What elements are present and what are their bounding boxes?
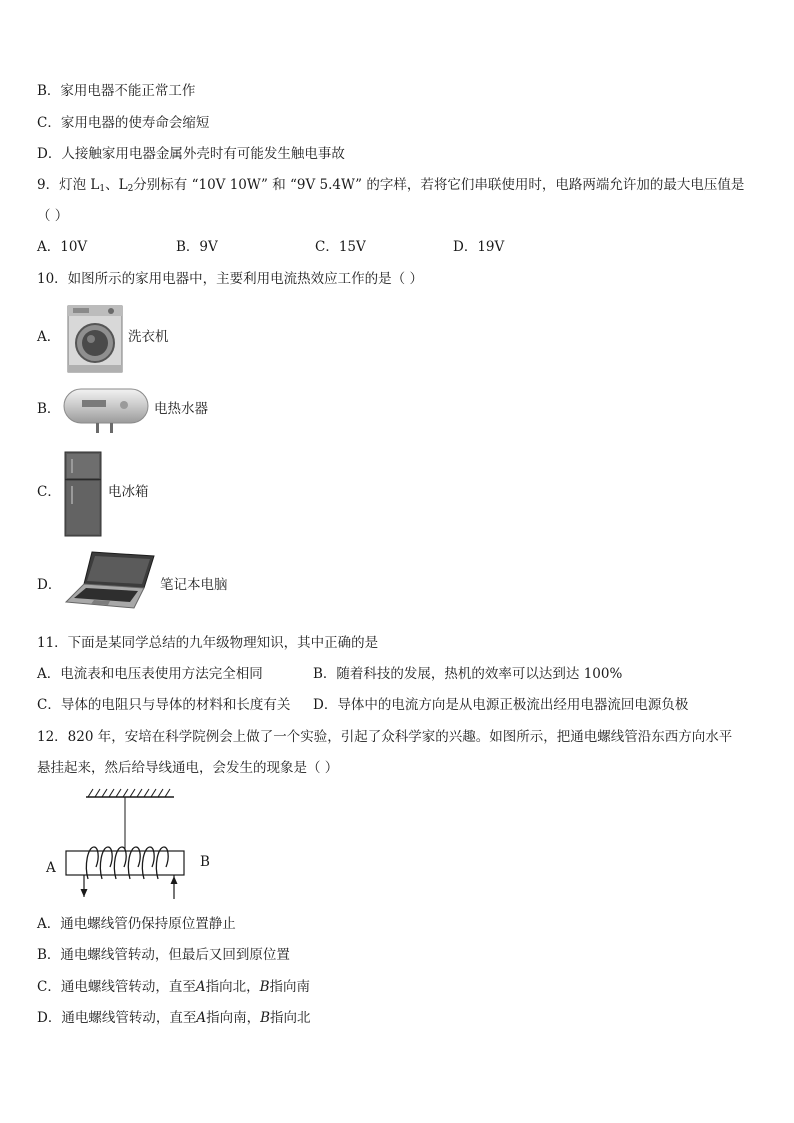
q10-option-b-label: 电热水器 <box>154 401 208 417</box>
q9-option-d: D．19V <box>453 239 505 255</box>
q12-stem-line1: 12．820 年，安培在科学院例会上做了一个实验，引起了众科学家的兴趣。如图所示，把通电螺线管沿东西方向水平 <box>37 729 733 745</box>
q11-option-b: B．随着科技的发展，热机的效率可以达到达 100% <box>313 666 623 682</box>
q9-option-c: C．15V <box>315 239 366 255</box>
q11-stem: 11．下面是某同学总结的九年级物理知识，其中正确的是 <box>37 635 379 651</box>
refrigerator-icon <box>63 451 103 537</box>
laptop-icon <box>64 550 156 610</box>
q10-option-c-label: 电冰箱 <box>108 484 149 500</box>
q12-option-b: B．通电螺线管转动，但最后又回到原位置 <box>37 947 290 963</box>
q12-figure-label-b: B <box>200 854 210 870</box>
solenoid-diagram <box>44 785 224 905</box>
q12-option-c: C．通电螺线管转动，直至A指向北，B指向南 <box>37 979 311 995</box>
q11-option-a: A．电流表和电压表使用方法完全相同 <box>37 666 263 682</box>
q11-option-d: D．导体中的电流方向是从电源正极流出经用电器流回电源负极 <box>313 697 689 713</box>
q9-answer-paren: （ ） <box>37 208 69 224</box>
q10-stem: 10．如图所示的家用电器中，主要利用电流热效应工作的是（ ） <box>37 271 423 287</box>
washing-machine-icon <box>67 305 123 373</box>
q9-option-a: A．10V <box>37 239 88 255</box>
q10-option-d-label: 笔记本电脑 <box>160 577 228 593</box>
q8-option-b: B．家用电器不能正常工作 <box>37 83 196 99</box>
q10-option-d-letter: D． <box>37 577 62 593</box>
q12-option-d: D．通电螺线管转动，直至A指向南，B指向北 <box>37 1010 311 1026</box>
q12-figure-label-a: A <box>46 860 56 876</box>
q12-stem-line2: 悬挂起来，然后给导线通电，会发生的现象是（ ） <box>37 760 339 776</box>
q9-stem: 9．灯泡 $L_1$、$L_2$分别标有 “10V 10W” 和 “9V 5.4W” 的字样，若将它们串联使用时，电路两端允许加的最大电压值是 <box>37 177 745 194</box>
water-heater-icon <box>62 385 150 435</box>
q8-option-c: C．家用电器的使寿命会缩短 <box>37 115 210 131</box>
q10-option-a-letter: A． <box>37 329 61 345</box>
q10-option-c-letter: C． <box>37 484 61 500</box>
q12-option-a: A．通电螺线管仍保持原位置静止 <box>37 916 236 932</box>
q9-option-b: B．9V <box>176 239 218 255</box>
q10-option-a-label: 洗衣机 <box>128 329 169 345</box>
q10-option-b-letter: B． <box>37 401 61 417</box>
q11-option-c: C．导体的电阻只与导体的材料和长度有关 <box>37 697 291 713</box>
q8-option-d: D．人接触家用电器金属外壳时有可能发生触电事故 <box>37 146 345 162</box>
